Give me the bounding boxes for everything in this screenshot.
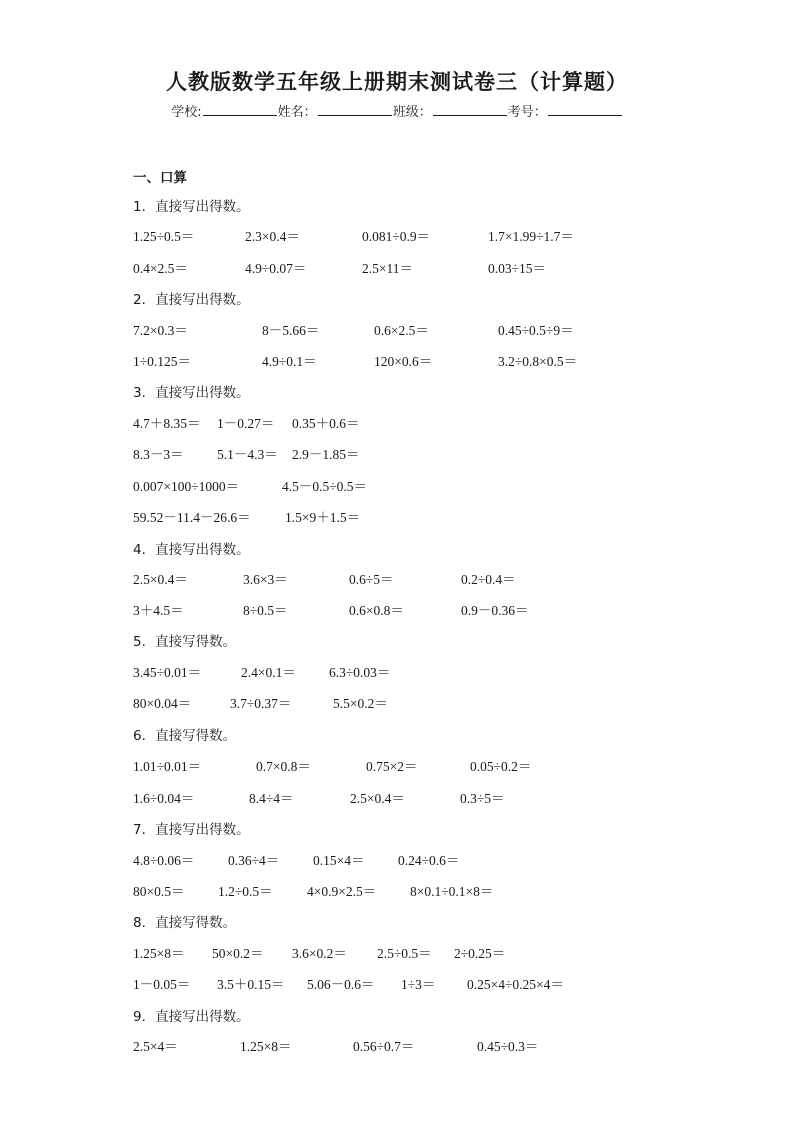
problem-row: [0, 225, 794, 243]
problem-row: [0, 257, 794, 275]
problem-item: 0.25×4÷0.25×4＝: [467, 977, 564, 992]
problem-item: 4.9÷0.1＝: [262, 354, 317, 369]
problem-item: 1.25×8＝: [133, 946, 185, 961]
question-label-9: 9．直接写出得数。: [133, 1009, 250, 1025]
problem-item: 8.3－3＝: [133, 447, 184, 462]
problem-item: 2.4×0.1＝: [241, 665, 296, 680]
question-label-4: 4．直接写出得数。: [133, 542, 250, 558]
problem-item: 1.6÷0.04＝: [133, 791, 195, 806]
school-blank[interactable]: [203, 103, 277, 116]
question-label-7: 7．直接写出得数。: [133, 822, 250, 838]
class-blank[interactable]: [433, 103, 507, 116]
problem-item: 2.5×0.4＝: [133, 572, 188, 587]
problem-row: [0, 568, 794, 586]
problem-row: [0, 880, 794, 898]
problem-row: [0, 973, 794, 991]
problem-item: 6.3÷0.03＝: [329, 665, 391, 680]
problem-item: 1.25×8＝: [240, 1039, 292, 1054]
problem-row: [0, 319, 794, 337]
question-label-1: 1．直接写出得数。: [133, 199, 250, 215]
problem-item: 4.9÷0.07＝: [245, 261, 307, 276]
problem-item: 8×0.1÷0.1×8＝: [410, 884, 494, 899]
problem-item: 3.5＋0.15＝: [217, 977, 285, 992]
problem-item: 0.36÷4＝: [228, 853, 280, 868]
problem-row: [0, 942, 794, 960]
problem-row: [0, 475, 794, 493]
problem-row: [0, 1035, 794, 1053]
question-label-5: 5．直接写得数。: [133, 634, 237, 650]
problem-item: 7.2×0.3＝: [133, 323, 188, 338]
problem-item: 0.45÷0.5÷9＝: [498, 323, 574, 338]
problem-row: [0, 506, 794, 524]
problem-item: 8.4÷4＝: [249, 791, 294, 806]
exam-no-label: 考号：: [507, 105, 547, 120]
problem-item: 0.35＋0.6＝: [292, 416, 360, 431]
problem-item: 120×0.6＝: [374, 354, 433, 369]
problem-item: 1÷0.125＝: [133, 354, 192, 369]
problem-item: 2.5÷0.5＝: [377, 946, 432, 961]
problem-item: 0.3÷5＝: [460, 791, 505, 806]
problem-item: 0.15×4＝: [313, 853, 365, 868]
problem-item: 0.7×0.8＝: [256, 759, 311, 774]
problem-item: 80×0.5＝: [133, 884, 185, 899]
problem-item: 2.5×0.4＝: [350, 791, 405, 806]
problem-item: 1.01÷0.01＝: [133, 759, 202, 774]
problem-item: 0.75×2＝: [366, 759, 418, 774]
question-label-8: 8．直接写得数。: [133, 915, 237, 931]
problem-item: 0.56÷0.7＝: [353, 1039, 415, 1054]
problem-item: 0.6÷5＝: [349, 572, 394, 587]
problem-item: 1.5×9＋1.5＝: [285, 510, 361, 525]
problem-item: 2.9－1.85＝: [292, 447, 360, 462]
problem-item: 0.007×100÷1000＝: [133, 479, 240, 494]
problem-item: 4×0.9×2.5＝: [307, 884, 377, 899]
problem-item: 1.25÷0.5＝: [133, 229, 195, 244]
problem-row: [0, 849, 794, 867]
problem-item: 4.8÷0.06＝: [133, 853, 195, 868]
page-title: 人教版数学五年级上册期末测试卷三（计算题）: [166, 69, 628, 94]
problem-item: 8÷0.5＝: [243, 603, 288, 618]
problem-item: 8－5.66＝: [262, 323, 320, 338]
problem-item: 59.52－11.4－26.6＝: [133, 510, 251, 525]
problem-item: 4.5－0.5÷0.5＝: [282, 479, 368, 494]
problem-item: 0.9－0.36＝: [461, 603, 529, 618]
problem-item: 3.2÷0.8×0.5＝: [498, 354, 578, 369]
problem-row: [0, 661, 794, 679]
problem-item: 4.7＋8.35＝: [133, 416, 201, 431]
problem-item: 2÷0.25＝: [454, 946, 506, 961]
student-info-line: [0, 101, 794, 120]
problem-row: [0, 755, 794, 773]
problem-item: 80×0.04＝: [133, 696, 192, 711]
problem-row: [0, 787, 794, 805]
problem-item: 2.5×4＝: [133, 1039, 178, 1054]
problem-item: 5.06－0.6＝: [307, 977, 375, 992]
problem-item: 0.6×2.5＝: [374, 323, 429, 338]
problem-item: 3.7÷0.37＝: [230, 696, 292, 711]
problem-item: 3.6×0.2＝: [292, 946, 347, 961]
problem-item: 5.1－4.3＝: [217, 447, 278, 462]
question-label-6: 6．直接写得数。: [133, 728, 237, 744]
problem-item: 5.5×0.2＝: [333, 696, 388, 711]
problem-item: 0.6×0.8＝: [349, 603, 404, 618]
class-label: 班级：: [392, 105, 432, 120]
problem-item: 0.081÷0.9＝: [362, 229, 431, 244]
problem-row: [0, 692, 794, 710]
problem-item: 0.4×2.5＝: [133, 261, 188, 276]
problem-item: 0.24÷0.6＝: [398, 853, 460, 868]
problem-item: 1.2÷0.5＝: [218, 884, 273, 899]
name-blank[interactable]: [318, 103, 392, 116]
question-label-3: 3．直接写出得数。: [133, 385, 250, 401]
problem-item: 3.45÷0.01＝: [133, 665, 202, 680]
problem-row: [0, 443, 794, 461]
problem-row: [0, 412, 794, 430]
name-label: 姓名：: [277, 105, 317, 120]
problem-item: 0.45÷0.3＝: [477, 1039, 539, 1054]
question-label-2: 2．直接写出得数。: [133, 292, 250, 308]
problem-item: 3＋4.5＝: [133, 603, 184, 618]
exam-no-blank[interactable]: [548, 103, 622, 116]
problem-item: 0.03÷15＝: [488, 261, 547, 276]
problem-item: 50×0.2＝: [212, 946, 264, 961]
problem-item: 1.7×1.99÷1.7＝: [488, 229, 574, 244]
problem-item: 1÷3＝: [401, 977, 436, 992]
problem-item: 0.2÷0.4＝: [461, 572, 516, 587]
section-title: 一、口算: [133, 170, 187, 186]
problem-row: [0, 599, 794, 617]
school-label: 学校:: [171, 105, 202, 120]
problem-item: 0.05÷0.2＝: [470, 759, 532, 774]
problem-item: 2.3×0.4＝: [245, 229, 300, 244]
problem-item: 1－0.05＝: [133, 977, 191, 992]
problem-row: [0, 350, 794, 368]
problem-item: 2.5×11＝: [362, 261, 413, 276]
problem-item: 3.6×3＝: [243, 572, 288, 587]
problem-item: 1－0.27＝: [217, 416, 275, 431]
